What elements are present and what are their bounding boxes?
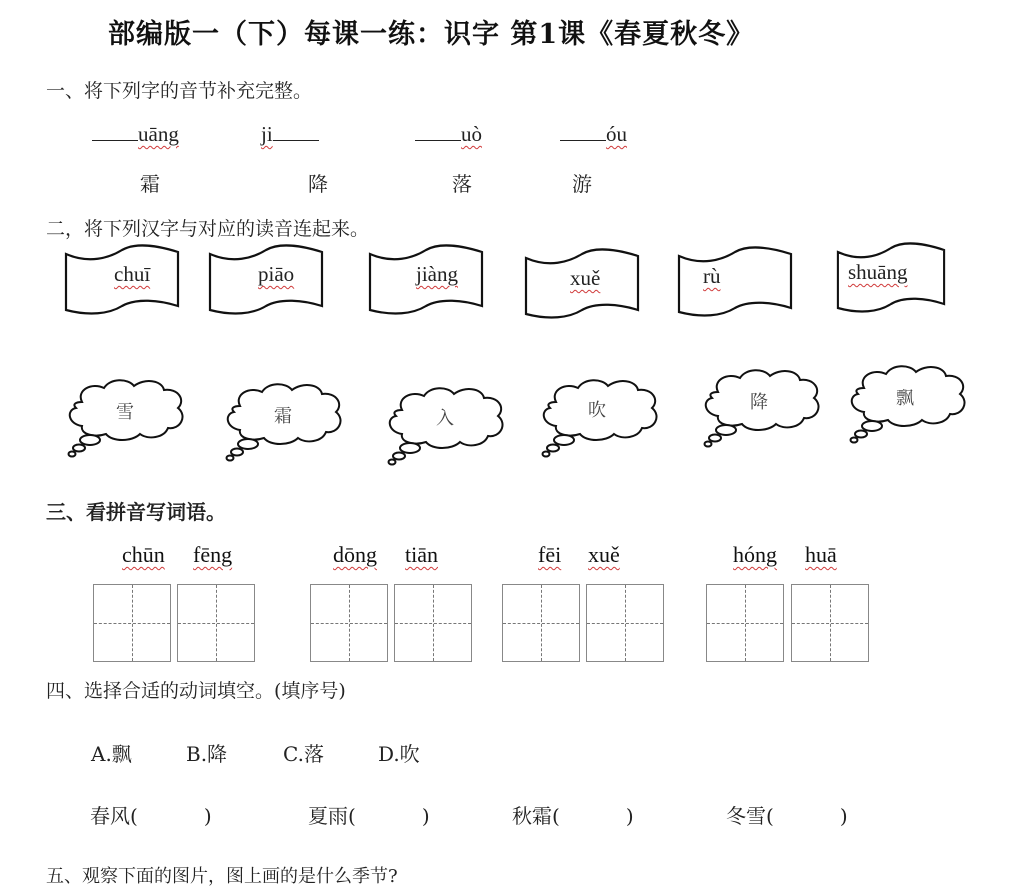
fill-item-autumn-frost[interactable] (512, 800, 634, 829)
pinyin-flag-card[interactable] (208, 244, 324, 316)
character-cloud[interactable] (64, 376, 184, 458)
pinyin-flag-card[interactable] (677, 246, 793, 318)
word-pinyin: xuě (588, 542, 620, 567)
word-pinyin: fēng (193, 542, 233, 567)
section1-char: 落 (452, 172, 472, 196)
verb-option-b: B.降 (186, 742, 228, 766)
word-pinyin: hóng (733, 542, 777, 567)
section1-item-3 (415, 122, 482, 147)
character-cloud[interactable] (222, 380, 342, 462)
flag-pinyin: chuī (114, 262, 151, 286)
writing-grid-box[interactable] (394, 584, 472, 662)
cloud-character: 降 (750, 392, 768, 413)
pinyin-fragment: óu (606, 122, 627, 146)
flag-pinyin: shuāng (848, 260, 908, 284)
section2-heading: 二，将下列汉字与对应的读音连起来。 (46, 218, 370, 240)
character-cloud[interactable] (384, 384, 504, 466)
close-paren: ) (203, 804, 212, 828)
fill-word: 秋霜( (512, 804, 560, 828)
verb-option-c: C.落 (283, 742, 324, 766)
answer-blank[interactable] (560, 139, 606, 141)
pinyin-flag-card[interactable] (64, 244, 180, 316)
worksheet-title: 部编版一（下）每课一练：识字 第1课《春夏秋冬》 (108, 19, 755, 50)
answer-blank[interactable] (92, 139, 138, 141)
fill-item-spring-wind[interactable] (90, 800, 212, 829)
cloud-character: 雪 (116, 402, 134, 423)
fill-item-summer-rain[interactable] (308, 800, 430, 829)
cloud-character: 吹 (588, 400, 606, 421)
writing-grid-box[interactable] (706, 584, 784, 662)
pinyin-fragment: uò (461, 122, 482, 146)
pinyin-fragment: uāng (138, 122, 179, 146)
pinyin-flag-card[interactable] (368, 244, 484, 316)
section1-item-4 (560, 122, 627, 147)
section1-item-1 (92, 122, 179, 147)
close-paren: ) (625, 804, 634, 828)
close-paren: ) (421, 804, 430, 828)
word-pinyin: tiān (405, 542, 438, 567)
character-cloud[interactable] (700, 366, 820, 448)
cloud-character: 霜 (274, 406, 292, 427)
wavy-flag-icon (677, 246, 793, 318)
fill-word: 冬雪( (726, 804, 774, 828)
flag-pinyin: xuě (570, 266, 601, 290)
flag-pinyin: rù (703, 264, 721, 288)
word-pinyin: chūn (122, 542, 165, 567)
writing-grid-box[interactable] (93, 584, 171, 662)
flag-pinyin: piāo (258, 262, 295, 286)
fill-word: 夏雨( (308, 804, 356, 828)
word-pinyin: huā (805, 542, 837, 567)
writing-grid-box[interactable] (791, 584, 869, 662)
section4-heading: 四、选择合适的动词填空。(填序号) (46, 680, 346, 702)
writing-grid-box[interactable] (586, 584, 664, 662)
cloud-character: 飘 (896, 388, 914, 409)
writing-grid-box[interactable] (177, 584, 255, 662)
pinyin-flag-card[interactable] (836, 242, 946, 314)
flag-pinyin: jiàng (416, 262, 458, 286)
answer-blank[interactable] (273, 139, 319, 141)
writing-grid-box[interactable] (502, 584, 580, 662)
word-pinyin: fēi (538, 542, 562, 567)
verb-option-d: D.吹 (378, 742, 420, 766)
section1-char: 游 (572, 172, 592, 196)
close-paren: ) (839, 804, 848, 828)
cloud-character: 入 (436, 408, 454, 429)
section3-heading: 三、看拼音写词语。 (46, 500, 226, 524)
fill-word: 春风( (90, 804, 138, 828)
section1-item-2 (261, 122, 319, 147)
word-pinyin: dōng (333, 542, 377, 567)
section1-heading: 一、将下列字的音节补充完整。 (46, 80, 313, 102)
answer-blank[interactable] (415, 139, 461, 141)
section1-char: 霜 (140, 172, 160, 196)
pinyin-flag-card[interactable] (524, 248, 640, 320)
section1-char: 降 (308, 172, 328, 196)
fill-item-winter-snow[interactable] (726, 800, 848, 829)
character-cloud[interactable] (846, 362, 966, 444)
pinyin-fragment: ji (261, 122, 273, 146)
character-cloud[interactable] (538, 376, 658, 458)
writing-grid-box[interactable] (310, 584, 388, 662)
verb-option-a: A.飘 (91, 742, 132, 766)
section5-heading: 五、观察下面的图片，图上画的是什么季节? (46, 866, 398, 887)
